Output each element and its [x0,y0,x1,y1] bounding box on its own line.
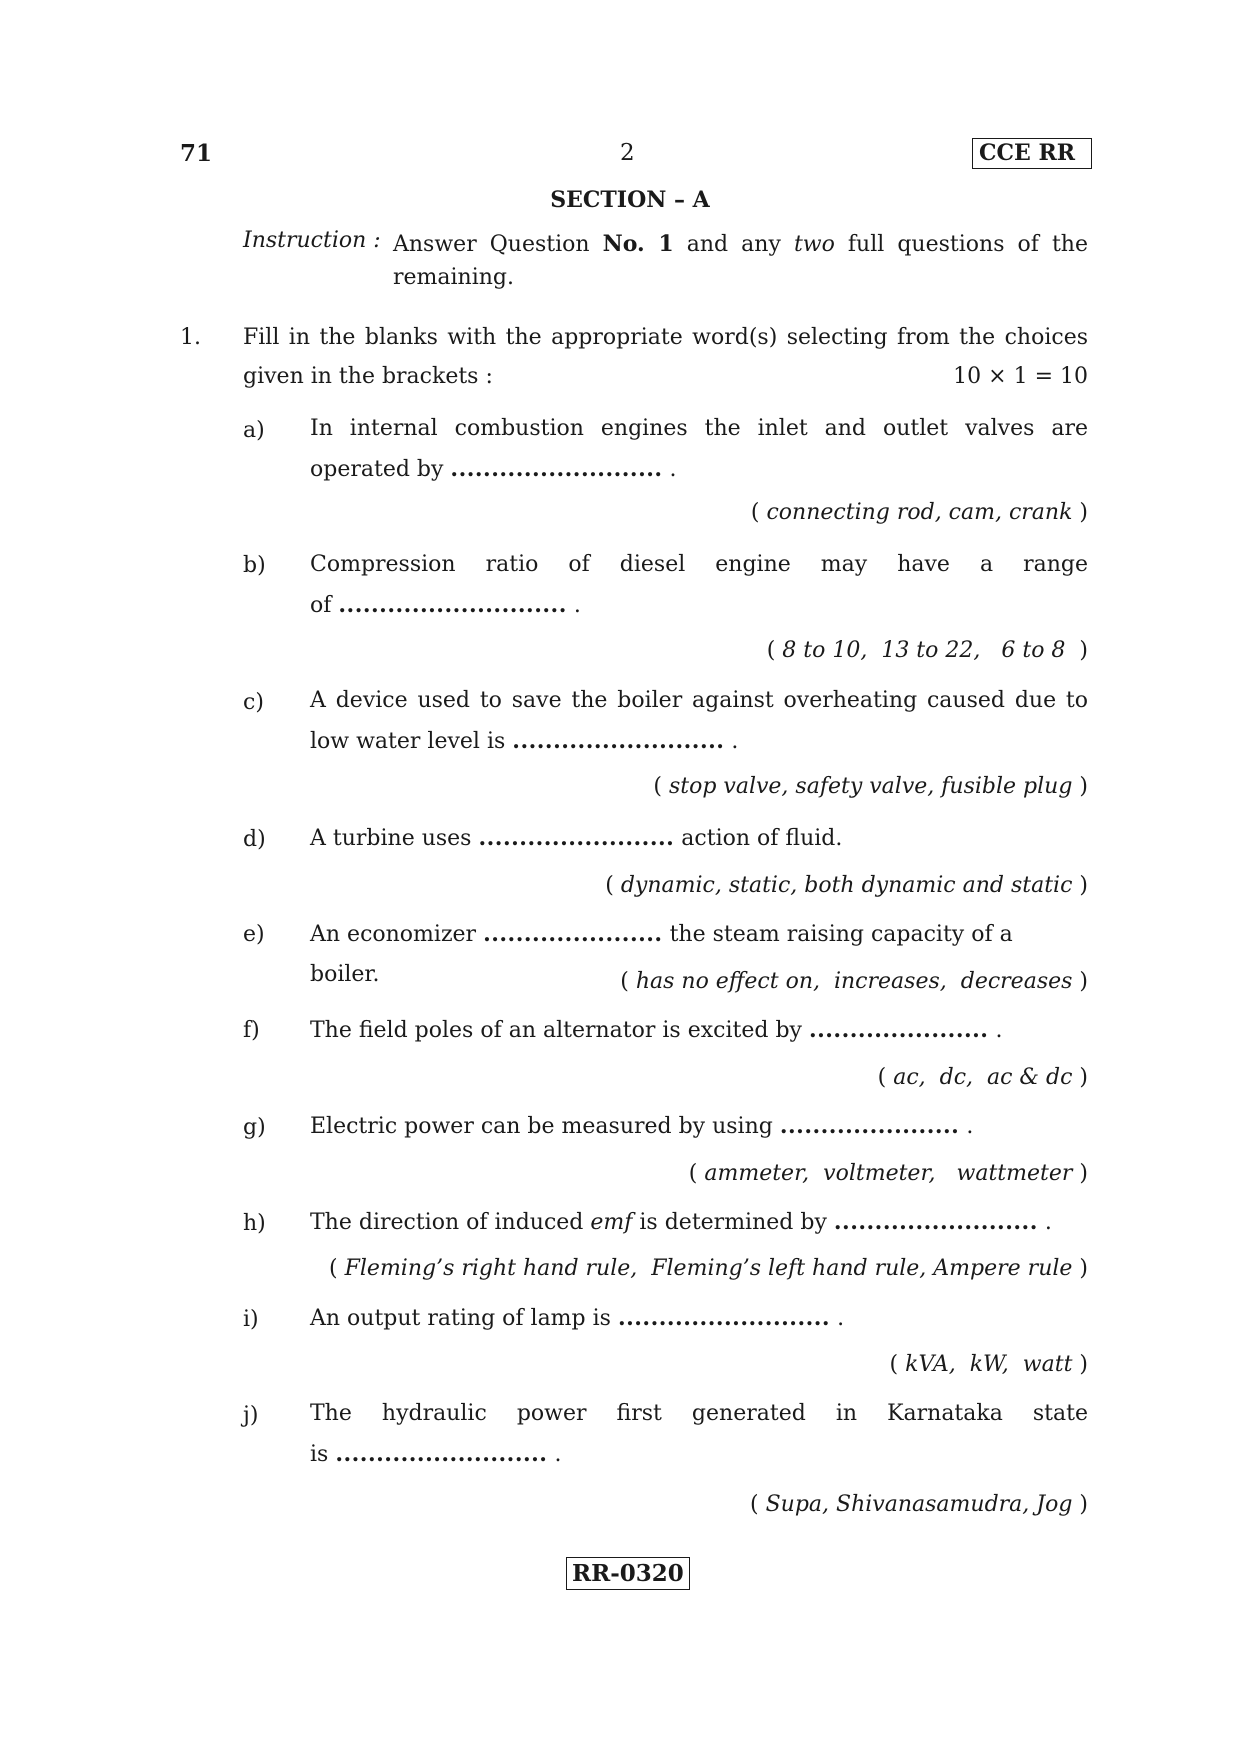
item-h-text [310,1202,1088,1243]
item-g-choices-text: ammeter, voltmeter, wattmeter [704,1161,1073,1186]
item-h-blank: ......................... [833,1209,1038,1235]
item-c-choices: ( stop valve, safety valve, fusible plug ) [653,774,1088,799]
item-f-label: f) [243,1018,260,1043]
item-c-line-2: low water level is [310,729,513,754]
question-text [243,325,1088,389]
item-c-choices-text: stop valve, safety valve, fusible plug [668,774,1073,799]
item-g-label: g) [243,1115,266,1140]
instruction-mid: and any [673,232,794,257]
item-h-choices-text: Fleming’s right hand rule, Fleming’s left hand rule, Ampere rule [344,1256,1073,1281]
item-g-choices: ( ammeter, voltmeter, wattmeter ) [688,1161,1088,1186]
item-h-pre2: is determined by [632,1210,834,1235]
item-h-choices: ( Fleming’s right hand rule, Fleming’s left hand rule, Ampere rule ) [329,1256,1088,1281]
item-f-pre: The field poles of an alternator is excited by [310,1018,809,1043]
question-line-2: given in the brackets : [243,364,493,389]
item-f-choices: ( ac, dc, ac & dc ) [877,1065,1088,1090]
item-e-choices: ( has no effect on, increases, decreases ) [620,969,1088,994]
item-g-pre: Electric power can be measured by using [310,1114,780,1139]
item-g-blank: ...................... [779,1113,960,1139]
instruction-bold: No. 1 [602,231,674,257]
question-line-1: Fill in the blanks with the appropriate word(s) selecting from the choices [243,325,1088,350]
question-line-2-row [243,364,1088,389]
page-number: 2 [620,140,635,166]
item-j-end: . [547,1442,562,1467]
item-h-label: h) [243,1211,266,1236]
item-b-line-2: of [310,593,339,618]
instruction-italic: two [793,232,835,257]
item-c-blank: .......................... [512,728,725,754]
question-number: 1. [180,325,201,350]
item-e-blank: ...................... [483,921,663,947]
item-d-post: action of fluid. [674,826,843,851]
item-b-label: b) [243,553,266,578]
item-i-label: i) [243,1307,259,1332]
item-a-blank: .......................... [450,456,663,482]
item-g-text [310,1106,1088,1147]
question-marks: 10 × 1 = 10 [953,364,1088,389]
item-j-line-2: is [310,1442,336,1467]
item-c-line-1: A device used to save the boiler against overheating caused due to [310,688,1088,713]
item-i-post: . [830,1306,845,1331]
item-a-choices: ( connecting rod, cam, crank ) [750,500,1088,525]
item-d-pre: A turbine uses [310,826,479,851]
item-c-label: c) [243,690,264,715]
item-c-end: . [724,729,739,754]
item-a-end: . [662,457,677,482]
item-j-label: j) [243,1403,259,1428]
instruction-text [393,228,1088,294]
item-j-text [310,1394,1088,1475]
item-f-post: . [988,1018,1003,1043]
item-h-post: . [1037,1210,1052,1235]
item-b-choices: ( 8 to 10, 13 to 22, 6 to 8 ) [766,638,1088,663]
item-j-choices: ( Supa, Shivanasamudra, Jog ) [750,1492,1088,1517]
item-e-post: the steam raising capacity of a boiler. [310,922,1013,987]
item-b-line-1: Compression ratio of diesel engine may have a range [310,552,1088,577]
item-a-choices-text: connecting rod, cam, crank [766,500,1073,525]
item-j-blank: .......................... [335,1441,548,1467]
instruction-label: Instruction : [243,228,381,253]
item-j-choices-text: Supa, Shivanasamudra, Jog [765,1492,1073,1517]
item-i-choices-text: kVA, kW, watt [905,1352,1073,1377]
item-f-text [310,1010,1088,1051]
item-a-line-1: In internal combustion engines the inlet and outlet valves are [310,416,1088,441]
item-a-line-2: operated by [310,457,451,482]
item-e-label: e) [243,922,265,947]
item-d-choices: ( dynamic, static, both dynamic and static ) [605,873,1088,898]
item-g-post: . [959,1114,974,1139]
instruction-pre: Answer Question [393,232,603,257]
item-i-pre: An output rating of lamp is [310,1306,618,1331]
page-left-number: 71 [180,140,213,167]
item-b-end: . [566,593,581,618]
item-i-blank: .......................... [617,1305,831,1331]
item-d-choices-text: dynamic, static, both dynamic and static [620,873,1073,898]
item-b-blank: ............................ [338,592,567,618]
item-d-blank: ........................ [478,825,675,851]
instruction-post: full questions of the [834,232,1088,257]
item-b-choices-text: 8 to 10, 13 to 22, 6 to 8 [782,638,1073,663]
section-title: SECTION – A [550,187,710,213]
item-f-blank: ...................... [808,1017,989,1043]
item-e-pre: An economizer [310,922,484,947]
item-j-line-1: The hydraulic power first generated in Karnataka state [310,1401,1088,1426]
item-d-label: d) [243,827,266,852]
item-e-choices-text: has no effect on, increases, decreases [635,969,1073,994]
item-d-text [310,818,1088,859]
paper-code-box: CCE RR [972,138,1092,169]
item-a-label: a) [243,418,265,443]
item-b-text [310,545,1088,626]
instruction-line-1 [393,228,1088,261]
footer-code-box: RR-0320 [566,1557,690,1590]
item-f-choices-text: ac, dc, ac & dc [893,1065,1073,1090]
item-a-text [310,409,1088,490]
item-h-emf: emf [590,1210,633,1235]
item-i-text [310,1298,1088,1339]
instruction-line-2: remaining. [393,265,514,290]
item-i-choices: ( kVA, kW, watt ) [889,1352,1088,1377]
item-c-text [310,681,1088,762]
item-h-pre: The direction of induced [310,1210,591,1235]
